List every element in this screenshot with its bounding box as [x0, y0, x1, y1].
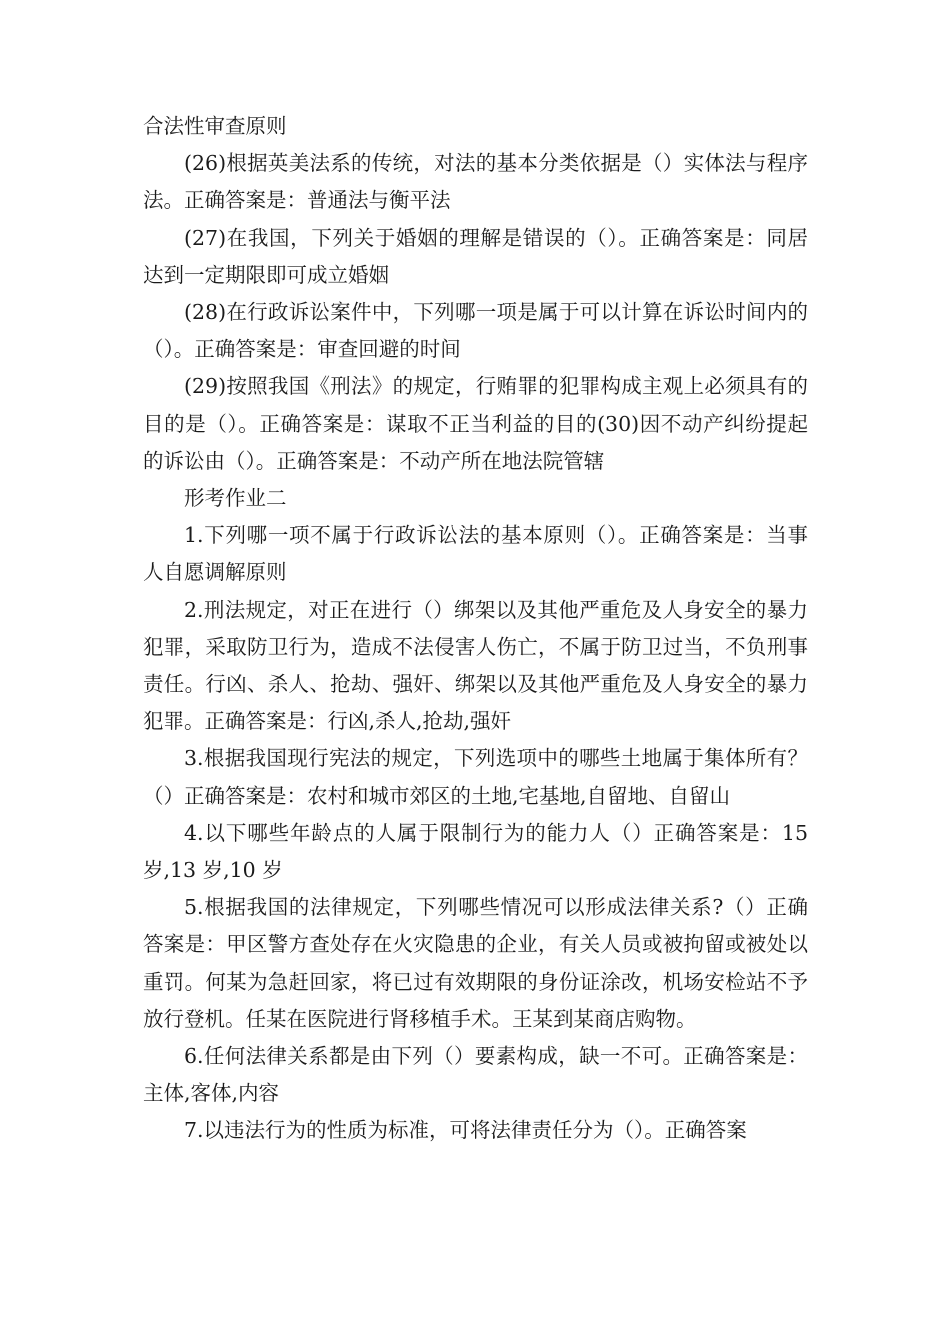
section-heading: 形考作业二: [184, 486, 287, 511]
paragraph-item-5: 5.根据我国的法律规定，下列哪些情况可以形成法律关系?（）正确答案是：甲区警方查处存在火灾隐患的企业，有关人员或被拘留或被处以重罚。何某为急赶回家，将已过有效期限的身份证涂改，机场安检站不予放行登机。任某在医院进行肾移植手术。王某到某商店购物。: [143, 895, 808, 1031]
paragraph-q28: (28)在行政诉讼案件中，下列哪一项是属于可以计算在诉讼时间内的（）。正确答案是：审查回避的时间: [143, 300, 808, 362]
paragraph-item-1: 1.下列哪一项不属于行政诉讼法的基本原则（）。正确答案是：当事人自愿调解原则: [143, 523, 808, 585]
paragraph-q26: (26)根据英美法系的传统，对法的基本分类依据是（）实体法与程序法。正确答案是：普通法与衡平法: [143, 151, 808, 213]
paragraph-item-3: 3.根据我国现行宪法的规定，下列选项中的哪些土地属于集体所有？（）正确答案是：农村和城市郊区的土地,宅基地,自留地、自留山: [143, 746, 808, 808]
paragraph-q27: (27)在我国，下列关于婚姻的理解是错误的（）。正确答案是：同居达到一定期限即可成立婚姻: [143, 225, 808, 287]
paragraph-q29-q30: (29)按照我国《刑法》的规定，行贿罪的犯罪构成主观上必须具有的目的是（）。正确答案是：谋取不正当利益的目的(30)因不动产纠纷提起的诉讼由（）。正确答案是：不动产所在地法院管辖: [143, 374, 808, 473]
paragraph-principle-line: 合法性审查原则: [143, 114, 287, 138]
paragraph-item-4: 4.以下哪些年龄点的人属于限制行为的能力人（）正确答案是：15 岁,13 岁,10 岁: [143, 820, 808, 883]
paragraph-item-7: 7.以违法行为的性质为标准，可将法律责任分为（）。正确答案: [184, 1118, 747, 1143]
paragraph-item-2: 2.刑法规定，对正在进行（）绑架以及其他严重危及人身安全的暴力犯罪，采取防卫行为，造成不法侵害人伤亡，不属于防卫过当，不负刑事责任。行凶、杀人、抢劫、强奸、绑架以及其他严重危及人身安全的暴力犯罪。正确答案是：行凶,杀人,抢劫,强奸: [143, 597, 808, 734]
paragraph-item-6: 6.任何法律关系都是由下列（）要素构成，缺一不可。正确答案是：主体,客体,内容: [143, 1044, 808, 1106]
document-body: [143, 108, 808, 1150]
